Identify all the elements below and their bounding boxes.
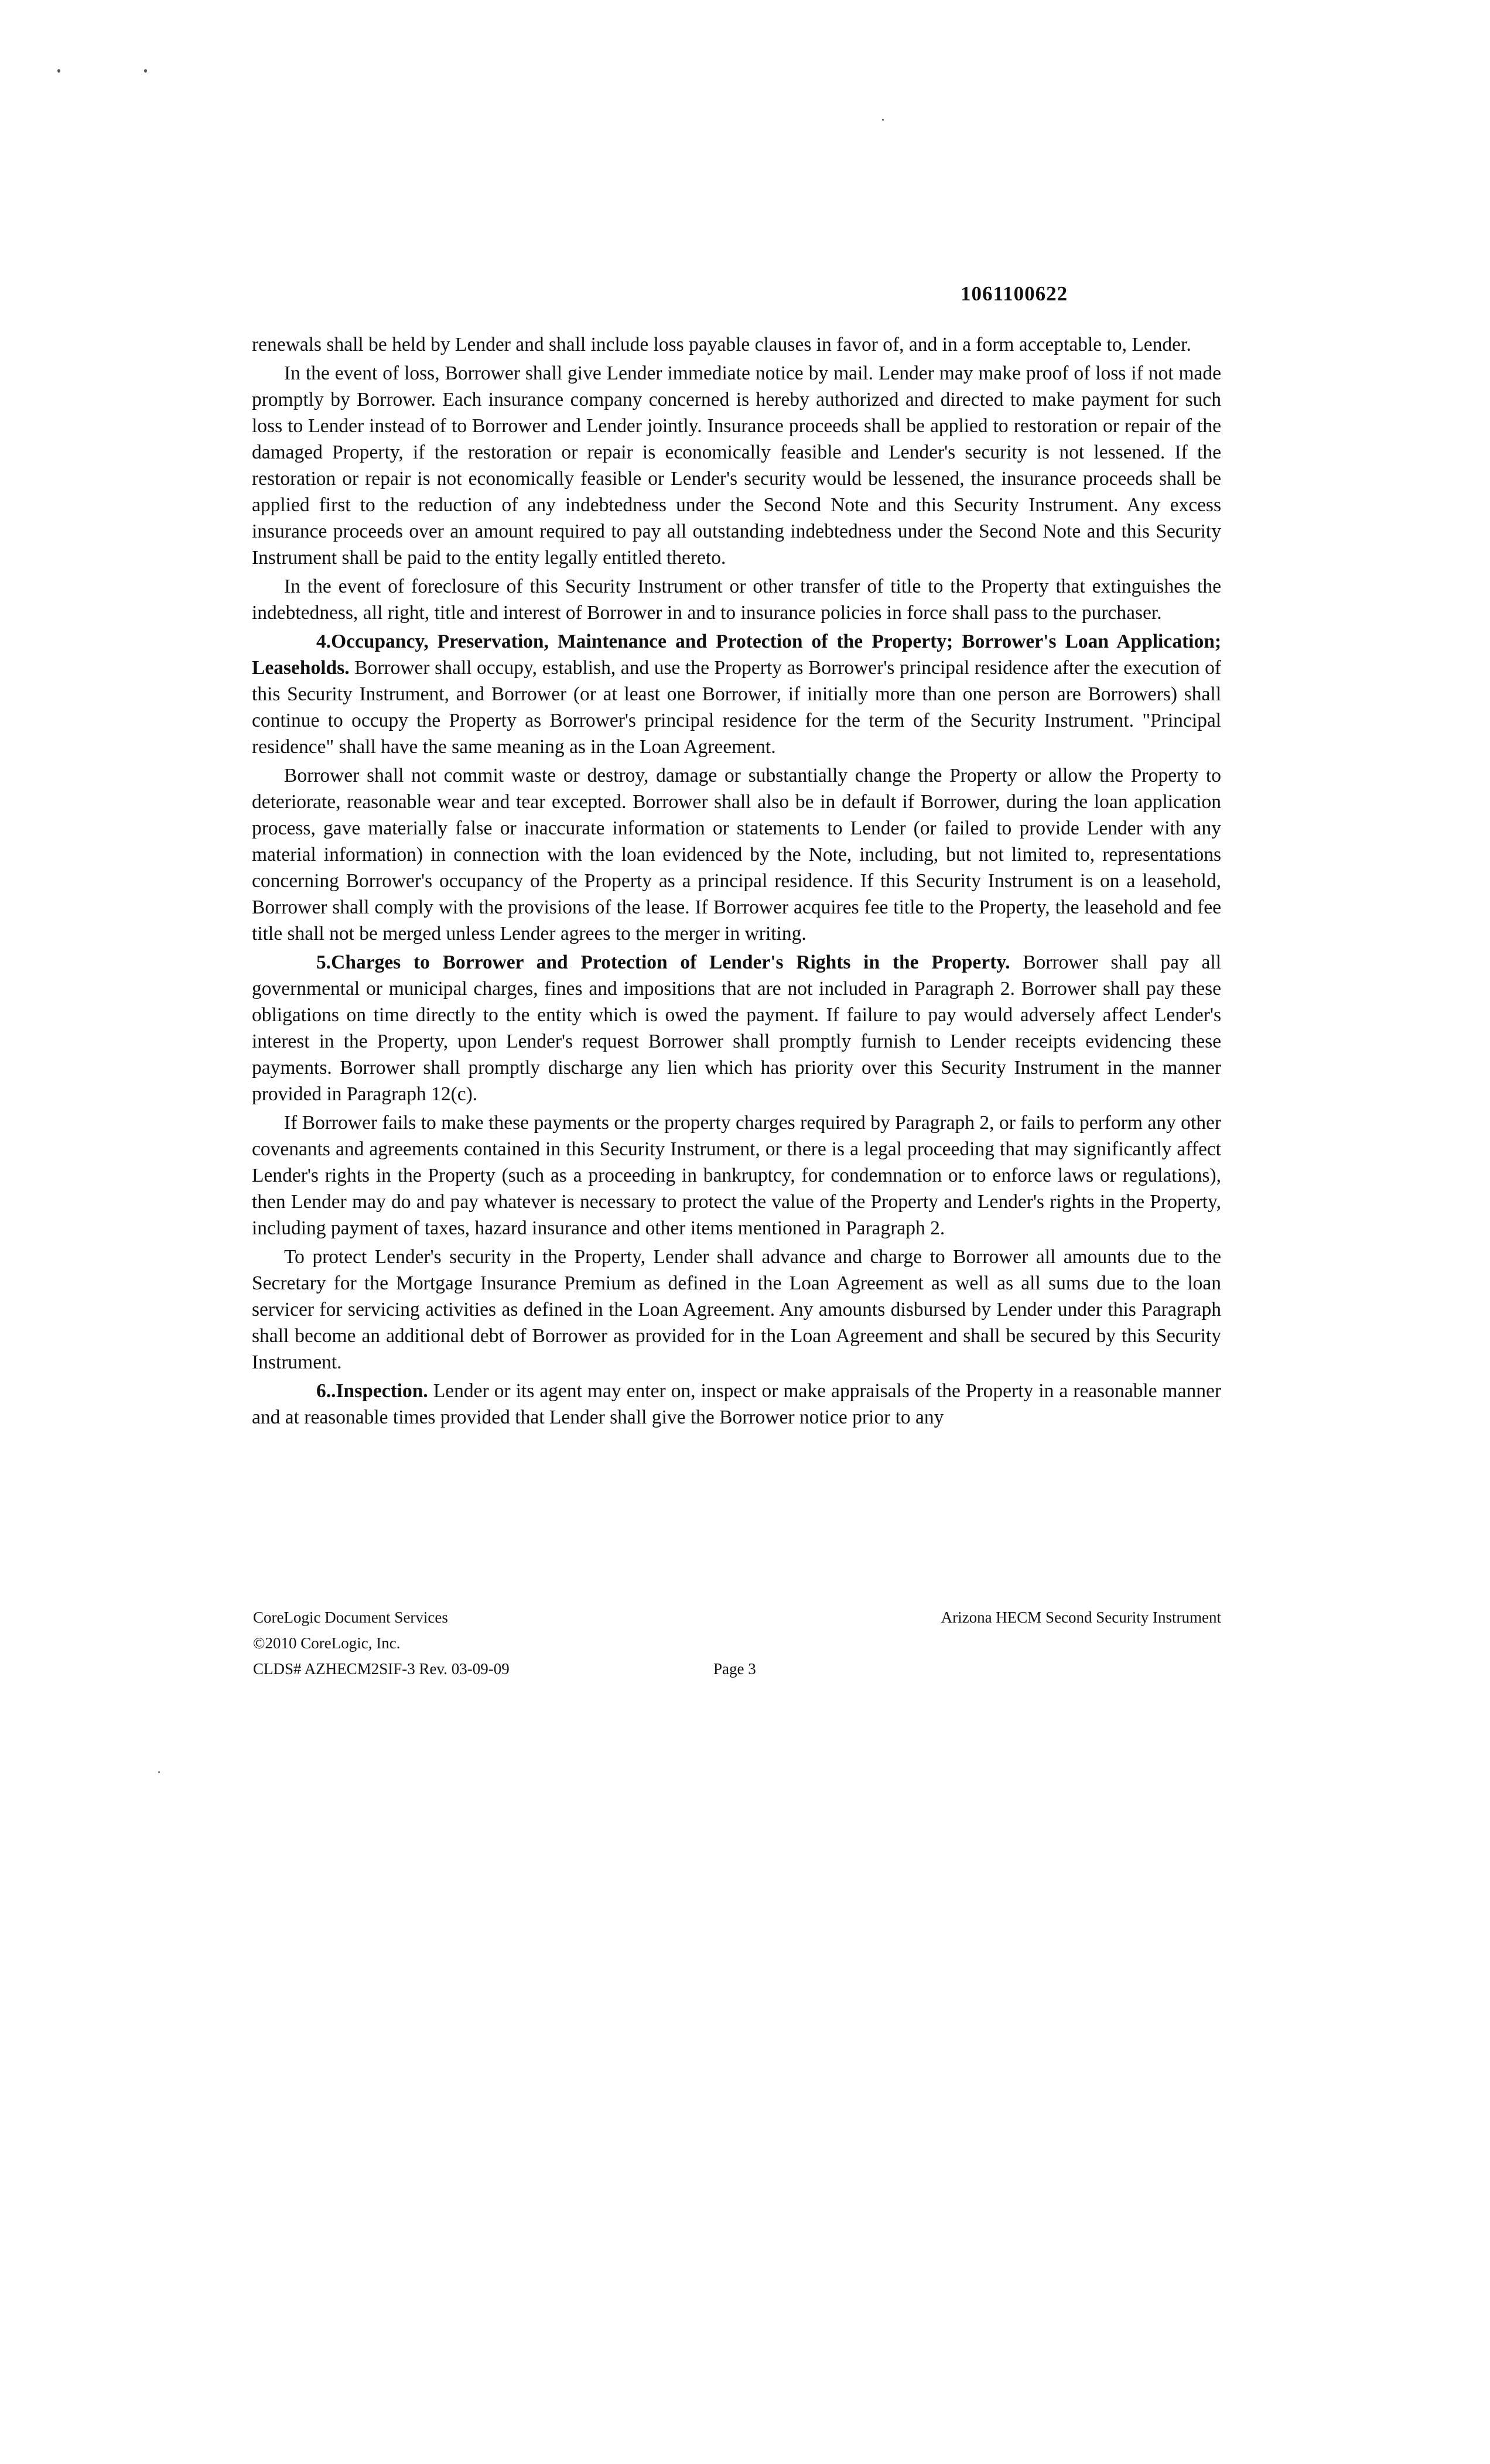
section-5-heading: Charges to Borrower and Protection of Lender's Rights in the Property. [331, 952, 1010, 973]
paragraph-renewals: renewals shall be held by Lender and shall include loss payable clauses in favor of, and in a form acceptable to, Lender. [252, 334, 1191, 355]
paragraph-waste: Borrower shall not commit waste or destroy, damage or substantially change the Property or allow the Property to deteriorate, reasonable wear and tear excepted. Borrower shall also be in default if Borrower, during the loan application process, gave materially false or inaccurate information or statements to Lender (or failed to provide Lender with any material information) in connection with the loan evidenced by the Note, including, but not limited to, representations concerning Borrower's occupancy of the Property as a principal residence. If this Security Instrument is on a leasehold, Borrower shall comply with the provisions of the lease. If Borrower acquires fee title to the Property, the leasehold and fee title shall not be merged unless Lender agrees to the merger in writing. [252, 765, 1221, 944]
page-number: Page 3 [713, 1660, 756, 1678]
section-4-number: 4. [316, 631, 332, 652]
section-6 [252, 1378, 1221, 1431]
section-4-text: Borrower shall occupy, establish, and use the Property as Borrower's principal residence after the execution of this Security Instrument, and Borrower (or at least one Borrower, if initially more than one person are Borrowers) shall continue to occupy the Property as Borrower's principal residence for the term of the Security Instrument. "Principal residence" shall have the same meaning as in the Loan Agreement. [252, 657, 1221, 758]
section-4-heading: Occupancy, Preservation, Maintenance and Protection of the Property; Borrower's Loan Application; Leaseholds. [252, 631, 1221, 679]
paragraph-event-of-loss: In the event of loss, Borrower shall give Lender immediate notice by mail. Lender may make proof of loss if not made promptly by Borrower. Each insurance company concerned is hereby authorized and directed to make payment for such loss to Lender instead of to Borrower and Lender jointly. Insurance proceeds shall be applied to restoration or repair of the damaged Property, if the restoration or repair is economically feasible and Lender's security is not lessened. If the restoration or repair is not economically feasible or Lender's security would be lessened, the insurance proceeds shall be applied first to the reduction of any indebtedness under the Second Note and this Security Instrument. Any excess insurance proceeds over an amount required to pay all outstanding indebtedness under the Second Note and this Security Instrument shall be paid to the entity legally entitled thereto. [252, 362, 1221, 569]
paragraph-borrower-fails: If Borrower fails to make these payments or the property charges required by Paragraph 2, or fails to perform any other covenants and agreements contained in this Security Instrument, or there is a legal proceeding that may significantly affect Lender's rights in the Property (such as a proceeding in bankruptcy, for condemnation or to enforce laws or regulations), then Lender may do and pay whatever is necessary to protect the value of the Property and Lender's rights in the Property, including payment of taxes, hazard insurance and other items mentioned in Paragraph 2. [252, 1112, 1221, 1239]
footer-company: CoreLogic Document Services [253, 1609, 448, 1626]
scan-speck [144, 69, 147, 73]
section-6-text: Lender or its agent may enter on, inspect or make appraisals of the Property in a reasonable manner and at reasonable times provided that Lender shall give the Borrower notice prior to any [252, 1380, 1221, 1428]
paragraph-foreclosure: In the event of foreclosure of this Security Instrument or other transfer of title to the Property that extinguishes the indebtedness, all right, title and interest of Borrower in and to insurance policies in force shall pass to the purchaser. [252, 576, 1221, 624]
scan-speck [57, 69, 60, 73]
paragraph-protect-security: To protect Lender's security in the Property, Lender shall advance and charge to Borrower all amounts due to the Secretary for the Mortgage Insurance Premium as defined in the Loan Agreement as well as all sums due to the loan servicer for servicing activities as defined in the Loan Agreement. Any amounts disbursed by Lender under this Paragraph shall become an additional debt of Borrower as provided for in the Loan Agreement and shall be secured by this Security Instrument. [252, 1246, 1221, 1373]
footer-form-number: CLDS# AZHECM2SIF-3 Rev. 03-09-09 [253, 1660, 510, 1678]
document-body [252, 331, 1221, 1433]
footer-document-title: Arizona HECM Second Security Instrument [941, 1609, 1221, 1626]
loan-number: 1061100622 [961, 282, 1068, 305]
section-5-number: 5. [316, 952, 332, 973]
footer-copyright: ©2010 CoreLogic, Inc. [253, 1634, 401, 1652]
section-6-number: 6.. [316, 1380, 336, 1402]
section-6-heading: Inspection. [336, 1380, 428, 1402]
section-5 [252, 949, 1221, 1107]
footer-left [253, 1604, 510, 1682]
scan-speck [882, 119, 884, 121]
section-4 [252, 628, 1221, 760]
scan-speck [158, 1771, 160, 1773]
section-5-text: Borrower shall pay all governmental or municipal charges, fines and impositions that are not included in Paragraph 2. Borrower shall pay these obligations on time directly to the entity which is owed the payment. If failure to pay would adversely affect Lender's interest in the Property, upon Lender's request Borrower shall promptly furnish to Lender receipts evidencing these payments. Borrower shall promptly discharge any lien which has priority over this Security Instrument in the manner provided in Paragraph 12(c). [252, 952, 1221, 1105]
